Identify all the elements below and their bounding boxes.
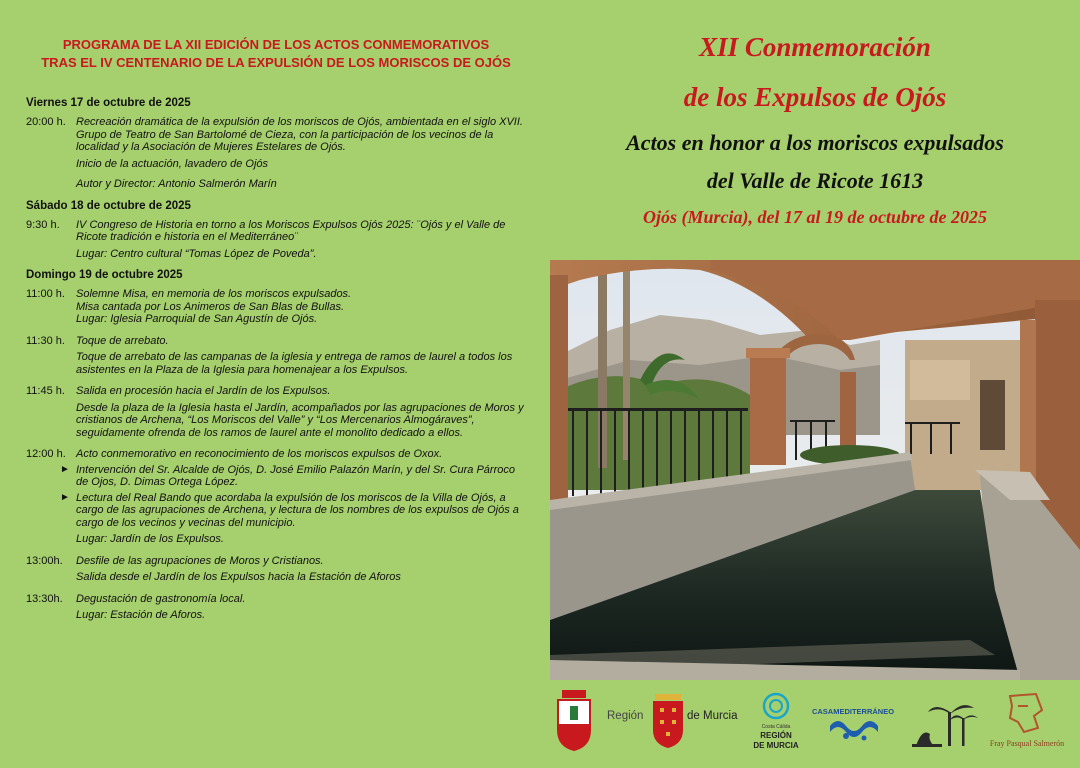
program-title-line-2: TRAS EL IV CENTENARIO DE LA EXPULSIÓN DE LOS MORISCOS DE OJÓS xyxy=(41,55,511,70)
program-column xyxy=(26,36,526,631)
day-heading-sunday: Domingo 19 de octubre 2025 xyxy=(26,269,183,281)
event-text: Toque de arrebato. xyxy=(76,334,169,347)
event-text: Salida en procesión hacia el Jardín de los Expulsos. xyxy=(76,385,331,397)
fray-pasqual-text: Fray Pasqual Salmerón xyxy=(989,739,1065,748)
bullet-text: Intervención del Sr. Alcalde de Ojós, D. José Emilio Palazón Marín, y del Sr. Cura Párroco de Ojos, D. Dimas Ortega López. xyxy=(76,463,515,488)
event-text: IV Congreso de Historia en torno a los Moriscos Expulsos Ojós 2025: ¨Ojós y el Valle de Ricote tradición e historia en el Mediterráneo¨ xyxy=(76,218,506,243)
region-text-right: de Murcia xyxy=(687,710,738,722)
event-detail: Toque de arrebato de las campanas de la iglesia y entrega de ramos de laurel a todos los asistentes en la Plaza de la Iglesia para homenajear a los Expulsos. xyxy=(76,351,513,376)
subtitle xyxy=(550,129,1080,195)
event-detail: Lugar: Estación de Aforos. xyxy=(76,609,206,621)
event-sunday-1330 xyxy=(26,593,526,622)
day-heading-saturday: Sábado 18 de octubre de 2025 xyxy=(26,199,191,212)
event-text: Acto conmemorativo en reconocimiento de los moriscos expulsos de Oxox. xyxy=(76,448,443,460)
sponsor-logos xyxy=(550,684,1080,763)
costa-calida-line-2: DE MURCIA xyxy=(753,741,799,750)
event-time: 12:00 h. xyxy=(26,448,66,460)
program-title xyxy=(26,36,526,72)
event-sunday-1130 xyxy=(26,335,526,377)
casa-mediterraneo-wave-icon xyxy=(830,721,878,741)
murcia-shield-icon xyxy=(653,694,683,748)
event-detail: Lugar: Centro cultural “Tomas López de Poveda”. xyxy=(76,247,317,260)
event-sunday-1145 xyxy=(26,385,526,439)
event-detail: Lugar: Jardín de los Expulsos. xyxy=(76,533,224,545)
event-sunday-1100 xyxy=(26,288,526,326)
event-time: 11:45 h. xyxy=(26,385,65,397)
event-detail: Desde la plaza de la Iglesia hasta el Jardín, acompañados por las agrupaciones de Moros y cristianos de Archena, “Los Moriscos del Valle” y “Los Mercenarios Almogáraves”, seguidamente ofrenda de los ramos de laurel ante el monolito dedicado a ellos. xyxy=(76,401,524,439)
costa-calida-line-1: REGIÓN xyxy=(760,731,792,740)
event-sunday-1300 xyxy=(26,555,526,584)
region-text-left: Región xyxy=(607,710,644,722)
event-time: 11:30 h. xyxy=(26,334,65,347)
event-bullet xyxy=(60,492,526,530)
event-time: 11:00 h. xyxy=(26,288,65,300)
subtitle-line-1: Actos en honor a los moriscos expulsados xyxy=(626,130,1004,155)
event-text: Degustación de gastronomía local. xyxy=(76,592,246,605)
event-detail: Inicio de la actuación, lavadero de Ojós xyxy=(76,157,269,170)
bullet-text: Lectura del Real Bando que acordaba la expulsión de los moriscos de la Villa de Ojós, a cargo de las agrupaciones de Archena, y lectura de los nombres de los expulsos de Ojós a cargo de los vecinos y vecinas del municipio. xyxy=(76,491,519,529)
triangle-bullet-icon: ► xyxy=(60,463,70,475)
subtitle-line-2: del Valle de Ricote 1613 xyxy=(706,168,924,193)
ojos-coat-of-arms-icon xyxy=(558,690,590,750)
event-bullet xyxy=(60,464,526,489)
costa-calida-icon xyxy=(764,694,788,718)
event-time: 13:00h. xyxy=(26,554,63,567)
program-title-line-1: PROGRAMA DE LA XII EDICIÓN DE LOS ACTOS CONMEMORATIVOS xyxy=(62,37,490,52)
palm-tree-logo-icon xyxy=(912,692,978,748)
costa-calida-small: Costa Cálida xyxy=(761,724,791,730)
event-time: 13:30h. xyxy=(26,592,63,605)
main-title-line-2: de los Expulsos de Ojós xyxy=(683,82,947,112)
day-heading-friday: Viernes 17 de octubre de 2025 xyxy=(26,97,191,109)
main-title-line-1: XII Conmemoración xyxy=(699,32,931,62)
event-detail: Salida desde el Jardín de los Expulsos hacia la Estación de Aforos xyxy=(76,571,401,583)
event-time: 20:00 h. xyxy=(26,116,66,128)
event-friday-2000 xyxy=(26,116,526,191)
triangle-bullet-icon: ► xyxy=(60,491,70,503)
event-text: Solemne Misa, en memoria de los moriscos expulsados. xyxy=(76,288,352,300)
fray-pasqual-profile-icon xyxy=(1010,694,1042,732)
event-time: 9:30 h. xyxy=(26,218,60,231)
event-detail: Lugar: Iglesia Parroquial de San Agustín de Ojós. xyxy=(76,313,318,325)
header-column xyxy=(550,0,1080,228)
event-sunday-1200 xyxy=(26,448,526,546)
main-title xyxy=(550,32,1080,113)
event-text: Desfile de las agrupaciones de Moros y Cristianos. xyxy=(76,554,324,567)
event-text: Recreación dramática de la expulsión de los moriscos de Ojós, ambientada en el siglo XVII. Grupo de Teatro de San Bartolomé de Cieza, con la participación de los vecinos de la localidad y la Asociación de Mujeres Estelares de Ojós. xyxy=(76,116,523,153)
casa-mediterraneo-text: CASAMEDITERRÁNEO xyxy=(811,707,895,716)
event-detail: Autor y Director: Antonio Salmerón Marín xyxy=(76,178,277,190)
event-detail: Misa cantada por Los Animeros de San Blas de Bullas. xyxy=(76,300,345,313)
event-place-dates: Ojós (Murcia), del 17 al 19 de octubre de 2025 xyxy=(643,207,987,227)
event-saturday-0930 xyxy=(26,219,526,261)
lavadero-photo xyxy=(550,260,1080,680)
